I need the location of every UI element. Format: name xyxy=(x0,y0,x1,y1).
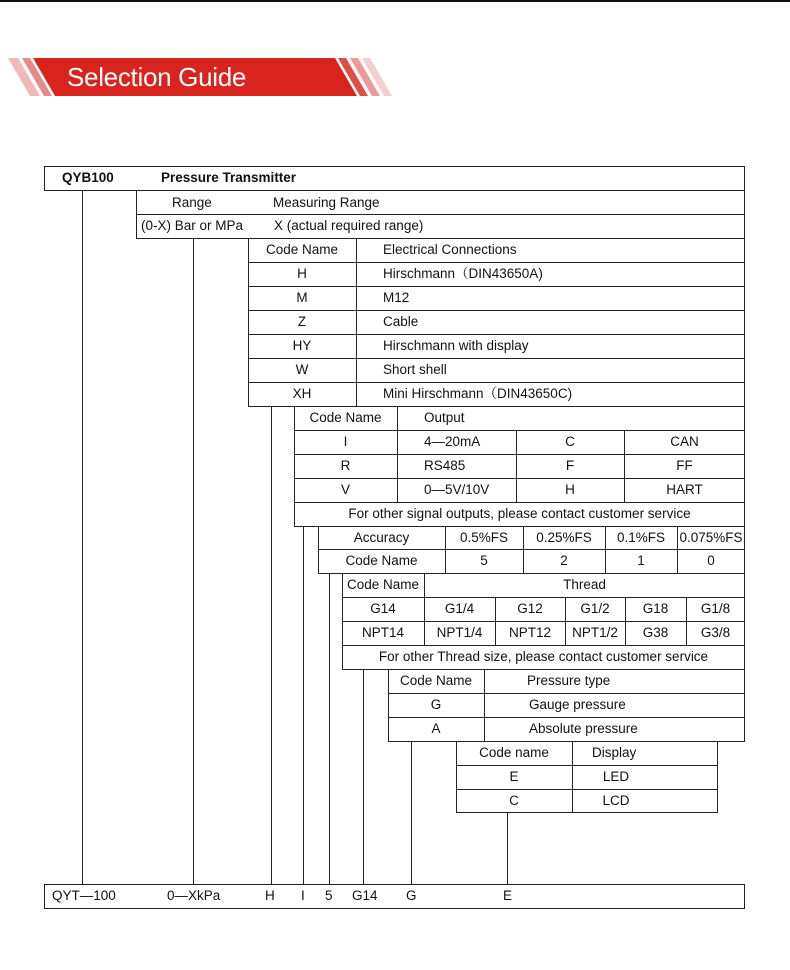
model-header xyxy=(44,166,745,191)
thread-code: G14 xyxy=(370,601,396,616)
electrical-code: W xyxy=(295,362,309,377)
thread-code: G18 xyxy=(642,601,669,616)
thread-code: G38 xyxy=(642,625,669,640)
thread-size: G1/4 xyxy=(444,601,475,616)
connector-line-range xyxy=(193,238,194,884)
example-electrical: H xyxy=(265,888,275,903)
thread-code-header: Code Name xyxy=(346,577,420,592)
display-desc: LED xyxy=(602,769,630,784)
electrical-desc: M12 xyxy=(383,290,410,305)
electrical-code-header: Code Name xyxy=(265,242,339,257)
measuring-range-value: X (actual required range) xyxy=(274,218,424,233)
accuracy-code: 0 xyxy=(707,553,715,568)
connector-line-model xyxy=(82,190,83,884)
pressure-desc-header: Pressure type xyxy=(527,673,611,688)
connector-line-pressure-type xyxy=(411,741,412,884)
accuracy-code-label: Code Name xyxy=(345,553,418,568)
connector-line-display xyxy=(507,812,508,884)
thread-note: For other Thread size, please contact customer service xyxy=(378,649,709,664)
accuracy-value: 0.075%FS xyxy=(679,530,743,545)
thread-code: NPT12 xyxy=(508,625,552,640)
product-name: Pressure Transmitter xyxy=(161,170,297,185)
display-code: E xyxy=(509,769,519,784)
pressure-code: A xyxy=(431,721,441,736)
output-code: H xyxy=(565,482,575,497)
example-output: I xyxy=(301,888,305,903)
output-code: V xyxy=(340,482,350,497)
electrical-desc: Cable xyxy=(383,314,419,329)
output-desc: 4—20mA xyxy=(424,434,481,449)
electrical-desc: Short shell xyxy=(383,362,447,377)
example-code-row xyxy=(44,884,745,909)
pressure-desc: Gauge pressure xyxy=(529,697,626,712)
connector-line-output xyxy=(303,526,304,884)
electrical-desc: Hirschmann with display xyxy=(383,338,529,353)
accuracy-label: Accuracy xyxy=(353,530,410,545)
display-desc-header: Display xyxy=(592,745,637,760)
electrical-code: H xyxy=(297,266,307,281)
divider xyxy=(397,406,398,502)
pressure-desc: Absolute pressure xyxy=(529,721,638,736)
example-accuracy: 5 xyxy=(325,888,333,903)
accuracy-code: 2 xyxy=(560,553,568,568)
example-pressure-type: G xyxy=(406,888,417,903)
output-desc: RS485 xyxy=(424,458,466,473)
range-header: Range xyxy=(172,195,212,210)
output-code: C xyxy=(565,434,575,449)
electrical-code: HY xyxy=(292,338,312,353)
thread-size: G1/2 xyxy=(580,601,610,616)
measuring-range-header: Measuring Range xyxy=(273,195,380,210)
divider xyxy=(484,669,485,742)
output-desc: FF xyxy=(676,458,693,473)
electrical-code: XH xyxy=(292,386,312,401)
example-range: 0—XkPa xyxy=(167,888,221,903)
thread-size: G3/8 xyxy=(700,625,731,640)
accuracy-code: 5 xyxy=(480,553,488,568)
range-value: (0-X) Bar or MPa xyxy=(141,218,244,233)
accuracy-value: 0.1%FS xyxy=(616,530,666,545)
top-border-line xyxy=(0,0,790,2)
example-model: QYT—100 xyxy=(52,888,116,903)
thread-size: NPT1/2 xyxy=(572,625,618,640)
thread-size: NPT1/4 xyxy=(436,625,483,640)
output-code: I xyxy=(343,434,348,449)
accuracy-code: 1 xyxy=(637,553,645,568)
output-code-header: Code Name xyxy=(309,410,382,425)
electrical-desc: Mini Hirschmann（DIN43650C) xyxy=(383,386,573,401)
thread-code: NPT14 xyxy=(361,625,405,640)
electrical-code: Z xyxy=(297,314,307,329)
model-code: QYB100 xyxy=(62,170,114,185)
output-code: R xyxy=(340,458,351,473)
output-desc: CAN xyxy=(670,434,699,449)
output-desc-header: Output xyxy=(424,410,465,425)
accuracy-value: 0.5%FS xyxy=(459,530,509,545)
thread-code: G12 xyxy=(517,601,543,616)
output-desc: HART xyxy=(666,482,703,497)
accuracy-value: 0.25%FS xyxy=(536,530,592,545)
connector-line-accuracy xyxy=(329,573,330,884)
pressure-code: G xyxy=(430,697,442,712)
thread-desc-header: Thread xyxy=(563,577,606,592)
display-code: C xyxy=(509,793,519,808)
output-note: For other signal outputs, please contact customer service xyxy=(348,506,691,521)
electrical-desc: Hirschmann（DIN43650A) xyxy=(383,266,543,281)
pressure-code-header: Code Name xyxy=(399,673,473,688)
section-title: Selection Guide xyxy=(67,62,247,92)
output-desc: 0—5V/10V xyxy=(424,482,490,497)
display-desc: LCD xyxy=(602,793,630,808)
example-display: E xyxy=(503,888,513,903)
electrical-desc-header: Electrical Connections xyxy=(383,242,517,257)
thread-size: G1/8 xyxy=(700,601,731,616)
display-code-header: Code name xyxy=(479,745,549,760)
connector-line-electrical xyxy=(271,406,272,884)
output-code: F xyxy=(565,458,575,473)
example-thread: G14 xyxy=(352,888,378,903)
electrical-code: M xyxy=(296,290,308,305)
connector-line-thread xyxy=(363,669,364,884)
